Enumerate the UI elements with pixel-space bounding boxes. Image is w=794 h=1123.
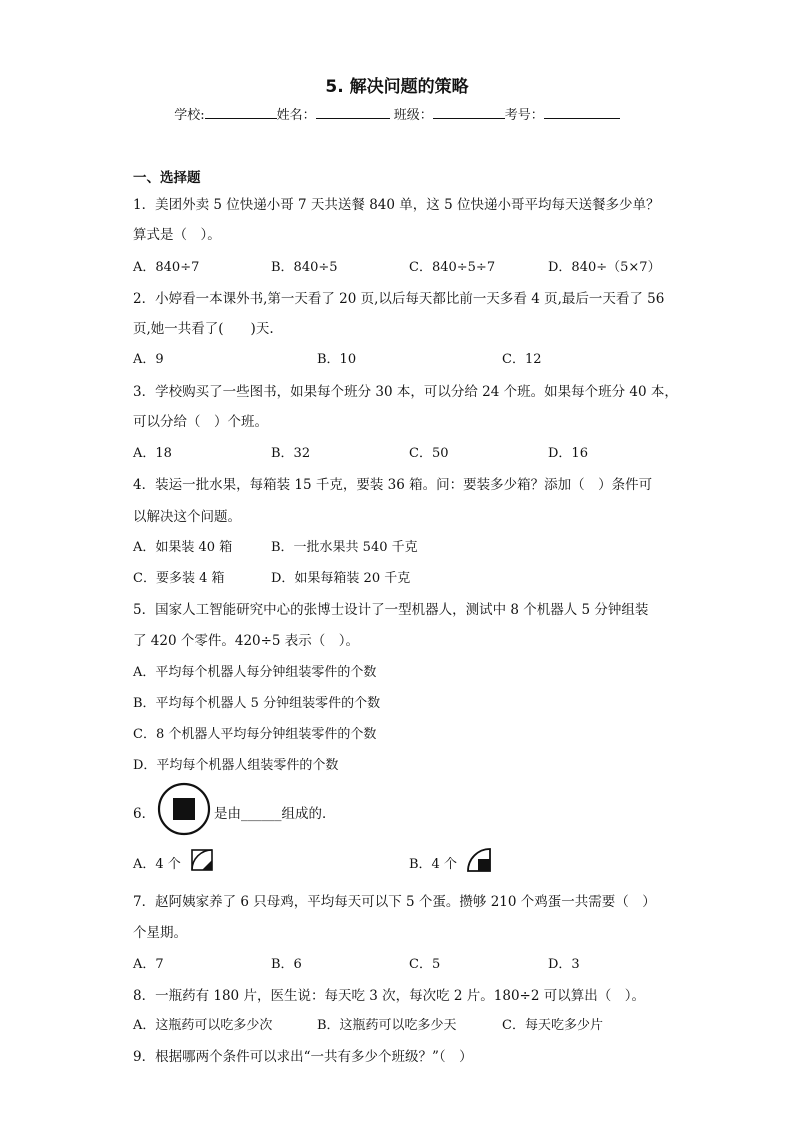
question-5-line-2: 了 420 个零件。420÷5 表示（ ）。: [133, 633, 360, 649]
question-6-option-a[interactable]: A．4 个: [133, 857, 181, 872]
circle-square-figure: [156, 782, 212, 836]
question-4-option-a[interactable]: A．如果装 40 箱: [133, 540, 233, 555]
question-5-option-b[interactable]: B．平均每个机器人 5 分钟组装零件的个数: [133, 696, 381, 711]
question-5-option-d[interactable]: D．平均每个机器人组装零件的个数: [133, 758, 339, 773]
question-5-line-1: 5．国家人工智能研究中心的张博士设计了一型机器人，测试中 8 个机器人 5 分钟组装: [133, 602, 649, 618]
question-5-option-c[interactable]: C．8 个机器人平均每分钟组装零件的个数: [133, 727, 377, 742]
question-2-line-2: 页,她一共看了( )天.: [133, 321, 274, 337]
class-blank[interactable]: [433, 106, 505, 119]
question-2-option-a[interactable]: A．9: [133, 352, 164, 367]
question-4-line-2: 以解决这个问题。: [133, 509, 241, 525]
question-1-option-a[interactable]: A．840÷7: [133, 260, 200, 275]
question-3-option-a[interactable]: A．18: [133, 446, 172, 461]
question-6-number: 6．: [133, 806, 156, 822]
question-4-option-d[interactable]: D．如果每箱装 20 千克: [271, 571, 411, 586]
section-title: 一、选择题: [133, 170, 201, 186]
question-6-text: 是由______组成的．: [214, 806, 336, 822]
question-7-option-c[interactable]: C．5: [409, 957, 441, 972]
name-blank[interactable]: [316, 106, 390, 119]
question-1-option-c[interactable]: C．840÷5÷7: [409, 260, 496, 275]
question-2-line-1: 2．小婷看一本课外书,第一天看了 20 页,以后每天都比前一天多看 4 页,最后一天看了 56: [133, 291, 665, 307]
number-label: 考号：: [504, 108, 544, 123]
question-4-option-b[interactable]: B．一批水果共 540 千克: [271, 540, 418, 555]
question-9-line-1: 9．根据哪两个条件可以求出“一共有多少个班级？”（ ）: [133, 1049, 473, 1065]
question-8-option-a[interactable]: A．这瓶药可以吃多少次: [133, 1018, 273, 1033]
question-1-line-2: 算式是（ ）。: [133, 227, 221, 243]
student-info-line: [0, 104, 794, 123]
question-7-option-b[interactable]: B．6: [271, 957, 302, 972]
quarter-square-arc-icon: [190, 848, 214, 872]
number-blank[interactable]: [544, 106, 620, 119]
question-6-option-b[interactable]: B．4 个: [409, 857, 457, 872]
question-1-line-1: 1．美团外卖 5 位快递小哥 7 天共送餐 840 单，这 5 位快递小哥平均每天送餐多少单？: [133, 197, 660, 213]
question-3-option-b[interactable]: B．32: [271, 446, 311, 461]
question-7-option-a[interactable]: A．7: [133, 957, 164, 972]
question-8-option-b[interactable]: B．这瓶药可以吃多少天: [317, 1018, 457, 1033]
question-3-option-c[interactable]: C．50: [409, 446, 449, 461]
question-4-option-c[interactable]: C．要多装 4 箱: [133, 571, 225, 586]
question-4-line-1: 4．装运一批水果，每箱装 15 千克，要装 36 箱。问：要装多少箱？添加（ ）条件可: [133, 477, 653, 493]
question-3-line-2: 可以分给（ ）个班。: [133, 414, 268, 430]
name-label: 姓名：: [276, 108, 316, 123]
question-3-line-1: 3．学校购买了一些图书，如果每个班分 30 本，可以分给 24 个班。如果每个班分 40 本，: [133, 384, 678, 400]
class-label: 班级：: [393, 108, 433, 123]
question-1-option-d[interactable]: D．840÷（5×7）: [548, 260, 661, 275]
question-7-line-1: 7．赵阿姨家养了 6 只母鸡，平均每天可以下 5 个蛋。攒够 210 个鸡蛋一共需要（ ）: [133, 894, 656, 910]
question-8-option-c[interactable]: C．每天吃多少片: [502, 1018, 603, 1033]
school-label: 学校:: [174, 108, 205, 123]
question-7-option-d[interactable]: D．3: [548, 957, 580, 972]
question-8-line-1: 8．一瓶药有 180 片，医生说：每天吃 3 次，每次吃 2 片。180÷2 可以算出（ ）。: [133, 988, 645, 1004]
question-5-option-a[interactable]: A．平均每个机器人每分钟组装零件的个数: [133, 665, 377, 680]
question-1-option-b[interactable]: B．840÷5: [271, 260, 338, 275]
school-blank[interactable]: [205, 106, 277, 119]
question-2-option-b[interactable]: B．10: [317, 352, 357, 367]
question-2-option-c[interactable]: C．12: [502, 352, 542, 367]
question-3-option-d[interactable]: D．16: [548, 446, 588, 461]
page-title: 5. 解决问题的策略: [325, 77, 469, 97]
question-7-line-2: 个星期。: [133, 925, 187, 941]
quarter-circle-square-icon: [466, 847, 492, 873]
